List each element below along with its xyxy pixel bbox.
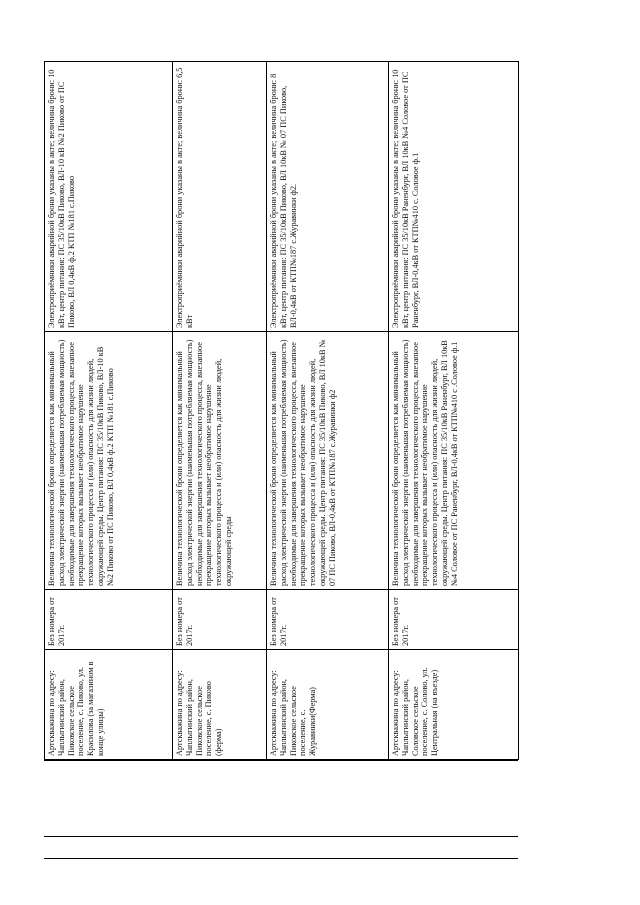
number-cell: Без номера от 2017г. [389, 590, 519, 650]
address-cell: Артскважина по адресу: Чаплыгинский район, Соловское сельское поселение, с. Солово, ул. Центральная (на въезде) [389, 650, 519, 760]
table-row [389, 62, 519, 760]
number-cell: Без номера от 2017г. [173, 590, 267, 650]
address-cell: Артскважина по адресу: Чаплыгинский район, Пиковское сельское поселение, с. Пиково (ферма) [173, 650, 267, 760]
tech-armor-cell: Величина технологической брони определяется как минимальный расход электрической энергии (наименьшая потребляемая мощность) необходимые для завершения технологического процесса, внезапное прекращение которых вызывает необратимое нарушение технологического процесса и (или) опасность для жизни людей, окружающей среды. Центр питания: ПС 35/10кВ Пиково, ВЛ 10кВ № 07 ПС Пиково, ВЛ-0,4кВ от КТП№187 с.Журавинки ф2 [267, 332, 389, 590]
table-row [267, 62, 389, 760]
frame-line [44, 836, 518, 837]
tech-armor-cell: Величина технологической брони определяется как минимальный расход электрической энергии (наименьшая потребляемая мощность) необходимые для завершения технологического процесса, внезапное прекращение которых вызывает необратимое нарушение технологического процесса и (или) опасность для жизни людей, окружающей среды. Центр питания: ПС 35/10кВ Раненбург, ВЛ 10кВ №4 Соловое от ПС Раненбург, ВЛ-0,4кВ от КТП№410 с .Соловое ф.1 [389, 332, 519, 590]
address-cell: Артскважина по адресу: Чаплыгинский район, Пиковское сельское поселение, с. Журавинки(Ферма) [267, 650, 389, 760]
tech-armor-cell: Величина технологической брони определяется как минимальный расход электрической энергии (наименьшая потребляемая мощность) необходимые для завершения технологического процесса, внезапное прекращение которых вызывает необратимое нарушение технологического процесса и (или) опасность для жизни людей, окружающей среды [173, 332, 267, 590]
frame-line [44, 760, 518, 761]
tech-armor-cell: Величина технологической брони определяется как минимальный расход электрической энергии (наименьшая потребляемая мощность) необходимые для завершения технологического процесса, внезапное прекращение которых вызывает необратимое нарушение технологического процесса и (или) опасность для жизни людей, окружающей среды. Центр питания: ПС 35/10кВ Пиково, ВЛ-10 кВ №2 Пиково от ПС Пиково, ВЛ 0,4кВ ф.2 КТП №181 с.Пиково [45, 332, 173, 590]
emergency-armor-cell: Электроприёмники аварийной брони указаны в акте; величина брони: 10 кВт, центр питания: ПС 35/10кВ Раненбург, ВЛ 10кВ №4 Соловое от ПС Раненбург, ВЛ-0,4кВ от КТП№410 с. Соловое ф.1 [389, 62, 519, 332]
number-cell: Без номера от 2017г. [267, 590, 389, 650]
armor-table [44, 61, 519, 760]
address-cell: Артскважина по адресу: Чаплыгинский район, Пиковское сельское поселение, с. Пиково, ул. Красилова (за магазином в конце улицы) [45, 650, 173, 760]
frame-line [44, 858, 518, 859]
rotated-table-region [44, 62, 518, 760]
table-row [45, 62, 173, 760]
table-row [173, 62, 267, 760]
emergency-armor-cell: Электроприёмники аварийной брони указаны в акте; величина брони: 8 кВт, центр питания: ПС 35/10кВ Пиково, ВЛ 10кВ № 07 ПС Пиково, ВЛ-0,4кВ от КТП№187 с.Журавинки ф2. [267, 62, 389, 332]
number-cell: Без номера от 2017г. [45, 590, 173, 650]
emergency-armor-cell: Электроприёмники аварийной брони указаны в акте; величина брони: 10 кВт, центр питания: ПС 35/10кВ Пиково, ВЛ-10 кВ №2 Пиково от ПС Пиково, ВЛ 0,4кВ ф.2 КТП №181 с.Пиково [45, 62, 173, 332]
rotated-table-wrapper [44, 62, 518, 760]
emergency-armor-cell: Электроприёмники аварийной брони указаны в акте; величина брони: 6,5 кВт [173, 62, 267, 332]
